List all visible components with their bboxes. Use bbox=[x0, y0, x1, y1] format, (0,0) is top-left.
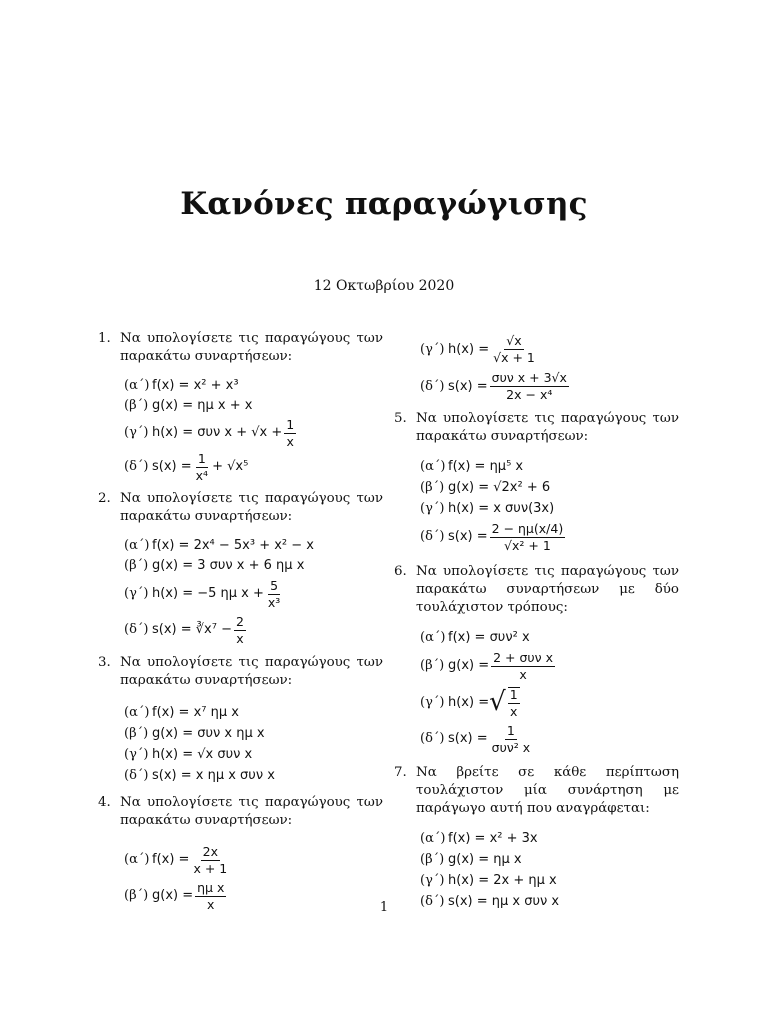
list-item: (γ΄) h(x) = √x συν x bbox=[124, 746, 253, 762]
fraction: $\frac{1}{x}$ bbox=[509, 687, 518, 719]
exercise-4: 4. Να υπολογίσετε τις παραγώγους των παρακάτω συναρτήσεων: (α΄) f(x) = $\frac{2x}{x + 1}$ (β΄) g(x) = $\frac{\text{ημ x}}{x}$ bbox=[98, 794, 383, 914]
exercise-text: Να υπολογίσετε τις παραγώγους των παρακάτω συναρτήσεων: bbox=[120, 331, 383, 364]
fraction: $\frac{2x}{x + 1}$ bbox=[193, 843, 228, 876]
list-item: (β΄) g(x) = ημ x + x bbox=[124, 398, 253, 413]
fraction: $\frac{1}{\text{συν² x}}$ bbox=[491, 722, 531, 755]
list-item: (γ΄) h(x) = √ $\frac{1}{x}$ bbox=[420, 684, 679, 722]
fraction: $\frac{5}{\text{x³}}$ bbox=[267, 577, 281, 610]
page-number: 1 bbox=[379, 900, 389, 915]
exercise-5: 5. Να υπολογίσετε τις παραγώγους των παρακάτω συναρτήσεων: (α΄) f(x) = ημ⁵ x (β΄) g(x) = √2x² + 6 (γ΄) h(x) = x συν(3x) (δ΄) s(x) = $\frac{2 - \eta\mu(x/4)}{\text{√x² + 1}}$ bbox=[394, 410, 679, 555]
list-item: (β΄) g(x) = συν x ημ x bbox=[124, 725, 265, 741]
list-item: (δ΄) s(x) = $\frac{\text{συν x + 3√x}}{\text{2x − x⁴}}$ bbox=[420, 369, 567, 402]
list-item: (α΄) f(x) = x⁷ ημ x bbox=[124, 704, 239, 720]
list-item: (γ΄) h(x) = x συν(3x) bbox=[420, 500, 555, 516]
fraction: $\frac{\text{συν x + 3√x}}{\text{2x − x⁴}}$ bbox=[491, 369, 567, 402]
list-item: (α΄) f(x) = x² + 3x bbox=[420, 830, 538, 846]
list-item: (δ΄) s(x) = ημ x συν x bbox=[420, 893, 560, 909]
exercise-number: 1. bbox=[98, 331, 111, 346]
list-item: (δ΄) s(x) = ∛x⁷ − $\frac{2}{x}$ bbox=[124, 613, 244, 646]
fraction: $\frac{\text{ημ x}}{x}$ bbox=[197, 879, 225, 912]
left-column bbox=[98, 330, 383, 914]
exercise-3: 3. Να υπολογίσετε τις παραγώγους των παρακάτω συναρτήσεων: (α΄) f(x) = x⁷ ημ x (β΄) g(x) = συν x ημ x (γ΄) h(x) = √x συν x (δ΄) s(x) = x ημ x συν x bbox=[98, 654, 383, 786]
right-column bbox=[394, 330, 679, 912]
list-item: (δ΄) s(x) = $\frac{2 - \eta\mu(x/4)}{\text{√x² + 1}}$ bbox=[420, 520, 564, 553]
list-item: (γ΄) h(x) = $\frac{√x}{√x + 1}$ bbox=[420, 332, 535, 365]
exercise-1 bbox=[98, 330, 383, 484]
list-item: (δ΄) s(x) = $\frac{1}{\text{συν² x}}$ bbox=[420, 722, 531, 755]
fraction: $\frac{2 - \eta\mu(x/4)}{\text{√x² + 1}}$ bbox=[491, 520, 564, 553]
list-item: (β΄) g(x) = ημ x bbox=[420, 851, 522, 867]
fraction: $\frac{√x}{√x + 1}$ bbox=[493, 332, 535, 365]
fraction: $\frac{\text{2 + συν x}}{x}$ bbox=[493, 649, 554, 682]
list-item: (α΄) f(x) = ημ⁵ x bbox=[420, 458, 524, 474]
fraction: $\frac{2}{x}$ bbox=[235, 613, 244, 646]
list-item: (δ΄) s(x) = x ημ x συν x bbox=[124, 767, 275, 783]
list-item: (γ΄) h(x) = −5 ημ x + $\frac{5}{\text{x³}}$ bbox=[124, 577, 281, 610]
square-root: √ $\frac{1}{x}$ bbox=[489, 687, 518, 719]
document-title: Κανόνες παραγώγισης bbox=[180, 186, 588, 222]
list-item: (δ΄) s(x) = $\frac{1}{\text{x⁴}}$ + √x⁵ bbox=[124, 450, 249, 483]
exercise-4-continued bbox=[394, 330, 679, 404]
list-item: (γ΄) h(x) = 2x + ημ x bbox=[420, 872, 557, 888]
exercise-2: 2. Να υπολογίσετε τις παραγώγους των παρακάτω συναρτήσεων: (α΄) f(x) = 2x⁴ − 5x³ + x² − x (β΄) g(x) = 3 συν x + 6 ημ x (γ΄) h(x) = −5 ημ x + $\frac{5}{\text{x³}}$ (δ΄) s(x) = ∛x⁷ − $\frac{2}{x}$ bbox=[98, 490, 383, 648]
exercise-6: 6. Να υπολογίσετε τις παραγώγους των παρακάτω συναρτήσεων με δύο τουλάχιστον τρόπους: (α΄) f(x) = συν² x (β΄) g(x) = $\frac{\text{2 + συν x}}{x}$ (γ΄) h(x) = √ $\frac{1}{x}$ (δ΄) s(x) = $\frac{1}{\text{συν² x}}$ bbox=[394, 564, 679, 755]
list-item: (β΄) g(x) = √2x² + 6 bbox=[420, 479, 551, 495]
list-item: (β΄) g(x) = $\frac{\text{ημ x}}{x}$ bbox=[124, 879, 225, 912]
exercise-7: 7. Να βρείτε σε κάθε περίπτωση τουλάχιστον μία συνάρτηση με παράγωγο αυτή που αναγράφεται: (α΄) f(x) = x² + 3x (β΄) g(x) = ημ x (γ΄) h(x) = 2x + ημ x (δ΄) s(x) = ημ x συν x bbox=[394, 764, 679, 912]
list-item: (α΄) f(x) = 2x⁴ − 5x³ + x² − x bbox=[124, 538, 314, 553]
list-item: (β΄) g(x) = $\frac{\text{2 + συν x}}{x}$ bbox=[420, 649, 554, 682]
list-item: (α΄) f(x) = x² + x³ bbox=[124, 378, 239, 393]
fraction: $\frac{1}{\text{x⁴}}$ bbox=[195, 450, 209, 483]
list-item: (β΄) g(x) = 3 συν x + 6 ημ x bbox=[124, 558, 305, 573]
document-date: 12 Οκτωβρίου 2020 bbox=[313, 278, 455, 294]
list-item: (α΄) f(x) = $\frac{2x}{x + 1}$ bbox=[124, 843, 228, 876]
list-item: (α΄) f(x) = συν² x bbox=[420, 629, 530, 645]
fraction: $\frac{1}{x}$ bbox=[286, 416, 295, 449]
list-item: (γ΄) h(x) = συν x + √x + $\frac{1}{x}$ bbox=[124, 416, 295, 449]
